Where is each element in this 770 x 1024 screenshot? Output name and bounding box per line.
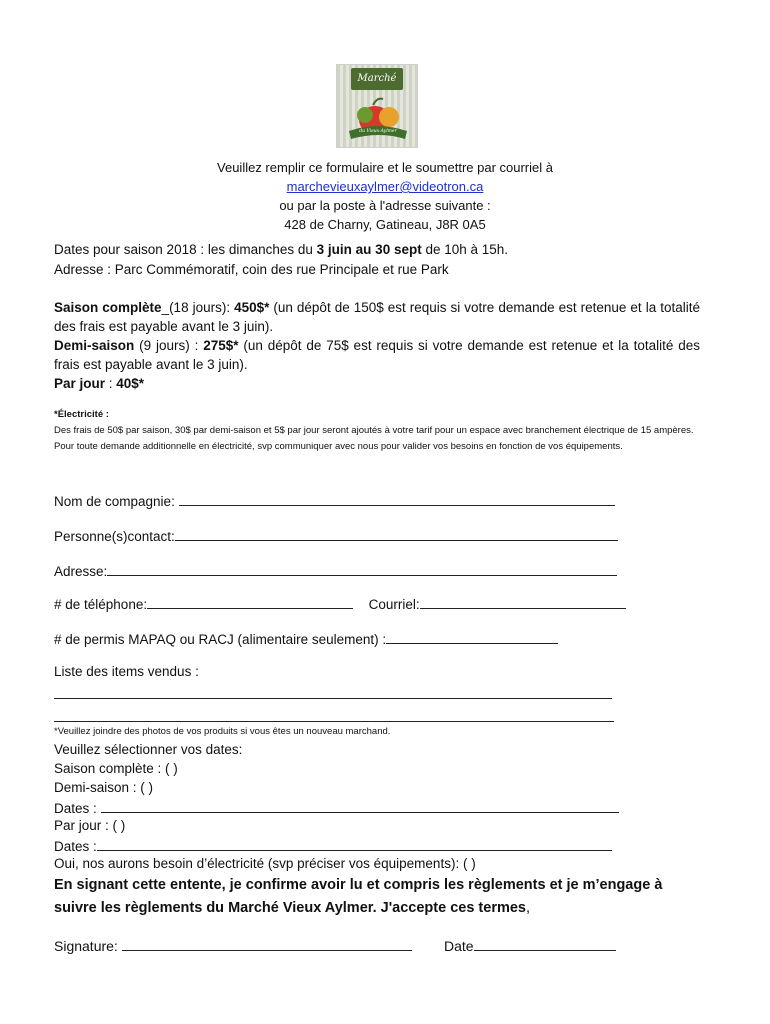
half-season-choice[interactable]: Demi-saison : ( ) [54, 780, 154, 795]
season-dates: Dates pour saison 2018 : les dimanches du 3 juin au 30 sept de 10h à 15h. [54, 242, 509, 257]
signature-field[interactable]: Signature: [54, 937, 412, 954]
electricity-need-choice[interactable]: Oui, nos aurons besoin d’électricité (svp préciser vos équipements): ( ) [54, 856, 476, 871]
email-field-label: Courriel: [368, 597, 420, 612]
intro-line-3: ou par la poste à l'adresse suivante : [279, 198, 491, 213]
address-field[interactable]: Adresse: [54, 562, 617, 579]
intro-email-row [0, 179, 770, 194]
full-season-choice[interactable]: Saison complète : ( ) [54, 761, 178, 776]
logo-ribbon-text: du Vieux-Aylmer [359, 129, 397, 134]
logo-banner: Marché [351, 68, 403, 90]
company-field[interactable]: Nom de compagnie: [54, 492, 615, 509]
items-line-1[interactable] [54, 698, 612, 699]
photos-note: *Veuillez joindre des photos de vos produits si vous êtes un nouveau marchand. [54, 726, 391, 737]
contact-field[interactable]: Personne(s)contact: [54, 527, 618, 544]
intro-line-4: 428 de Charny, Gatineau, J8R 0A5 [284, 217, 486, 232]
half-season-pricing: Demi-saison (9 jours) : 275$* (un dépôt de 75$ est requis si votre demande est retenue et la totalité des frais est payable avant le 3 juin). [54, 338, 700, 372]
dates-field-2[interactable]: Dates : [54, 837, 612, 854]
permit-field[interactable]: # de permis MAPAQ ou RACJ (alimentaire seulement) : [54, 630, 558, 647]
select-dates-label: Veuillez sélectionner vos dates: [54, 742, 243, 757]
electricity-title: *Électricité : [54, 409, 109, 420]
phone-field[interactable]: # de téléphone: Courriel: [54, 595, 626, 612]
email-field[interactable] [420, 595, 626, 609]
full-season-pricing: Saison complète_(18 jours): 450$* (un dépôt de 150$ est requis si votre demande est retenue et la totalité des frais est payable avant le 3 juin). [54, 300, 700, 334]
season-address: Adresse : Parc Commémoratif, coin des rue Principale et rue Park [54, 262, 449, 277]
electricity-text: Des frais de 50$ par saison, 30$ par demi-saison et 5$ par jour seront ajoutés à votre tarif pour un espace avec branchement électrique de 15 ampères. Pour toute demande additionnelle en électricité, svp communiquer avec nous pour valider vos besoins en fonction de vos équipements. [54, 425, 694, 452]
apple-basket-icon [337, 65, 418, 148]
items-line-2[interactable] [54, 721, 614, 722]
intro-line-1: Veuillez remplir ce formulaire et le soumettre par courriel à [217, 160, 553, 175]
agreement-text: En signant cette entente, je confirme avoir lu et compris les règlements et je m’engage à suivre les règlements du Marché Vieux Aylmer. J'accepte ces termes, [54, 877, 663, 916]
per-day-pricing: Par jour : 40$* [54, 376, 145, 391]
date-field[interactable]: Date [444, 937, 616, 954]
email-link[interactable]: marchevieuxaylmer@videotron.ca [286, 179, 484, 194]
per-day-choice[interactable]: Par jour : ( ) [54, 818, 126, 833]
items-label: Liste des items vendus : [54, 664, 199, 679]
dates-field-1[interactable]: Dates : [54, 799, 619, 816]
market-logo [336, 64, 418, 148]
